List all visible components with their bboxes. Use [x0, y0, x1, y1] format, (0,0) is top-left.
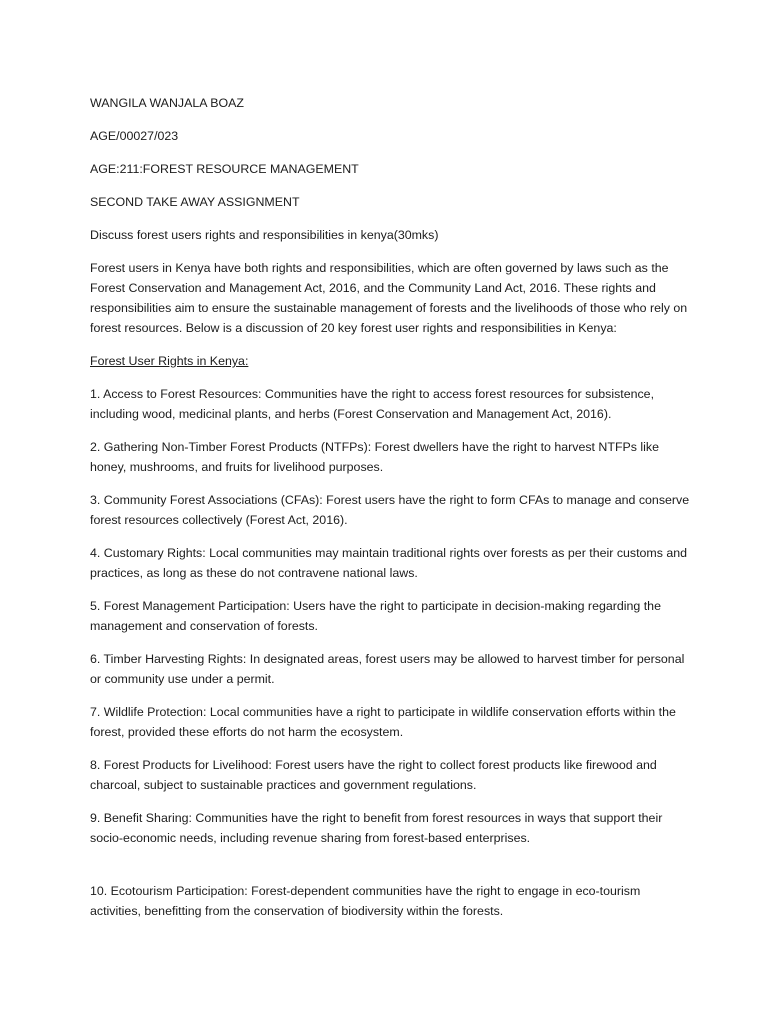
course-title: AGE:211:FOREST RESOURCE MANAGEMENT [90, 162, 359, 176]
registration-number: AGE/00027/023 [90, 129, 179, 143]
rights-item: 6. Timber Harvesting Rights: In designated areas, forest users may be allowed to harvest timber for personal or community use under a permit. [90, 652, 685, 686]
rights-item: 9. Benefit Sharing: Communities have the right to benefit from forest resources in ways that support their socio-economic needs, including revenue sharing from forest-based enterprises. [90, 811, 663, 845]
rights-item: 1. Access to Forest Resources: Communities have the right to access forest resources for subsistence, including wood, medicinal plants, and herbs (Forest Conservation and Management Act, 2016). [90, 387, 655, 421]
rights-item: 5. Forest Management Participation: Users have the right to participate in decision-making regarding the management and conservation of forests. [90, 599, 661, 633]
section-heading: Forest User Rights in Kenya: [90, 354, 249, 368]
rights-item: 4. Customary Rights: Local communities may maintain traditional rights over forests as per their customs and practices, as long as these do not contravene national laws. [90, 546, 688, 580]
document-body [90, 93, 690, 934]
rights-item: 10. Ecotourism Participation: Forest-dependent communities have the right to engage in eco-tourism activities, benefitting from the conservation of biodiversity within the forests. [90, 884, 641, 918]
rights-item: 8. Forest Products for Livelihood: Forest users have the right to collect forest products like firewood and charcoal, subject to sustainable practices and government regulations. [90, 758, 657, 792]
rights-item: 2. Gathering Non-Timber Forest Products (NTFPs): Forest dwellers have the right to harvest NTFPs like honey, mushrooms, and fruits for livelihood purposes. [90, 440, 660, 474]
intro-paragraph: Forest users in Kenya have both rights and responsibilities, which are often governed by laws such as the Forest Conservation and Management Act, 2016, and the Community Land Act, 2016. These rights and responsibilities aim to ensure the sustainable management of forests and the livelihoods of those who rely on forest resources. Below is a discussion of 20 key forest user rights and responsibilities in Kenya: [90, 261, 688, 335]
rights-item: 3. Community Forest Associations (CFAs): Forest users have the right to form CFAs to manage and conserve forest resources collectively (Forest Act, 2016). [90, 493, 690, 527]
rights-item: 7. Wildlife Protection: Local communities have a right to participate in wildlife conservation efforts within the forest, provided these efforts do not harm the ecosystem. [90, 705, 676, 739]
question-text: Discuss forest users rights and responsibilities in kenya(30mks) [90, 228, 439, 242]
assignment-title: SECOND TAKE AWAY ASSIGNMENT [90, 195, 300, 209]
student-name: WANGILA WANJALA BOAZ [90, 96, 244, 110]
